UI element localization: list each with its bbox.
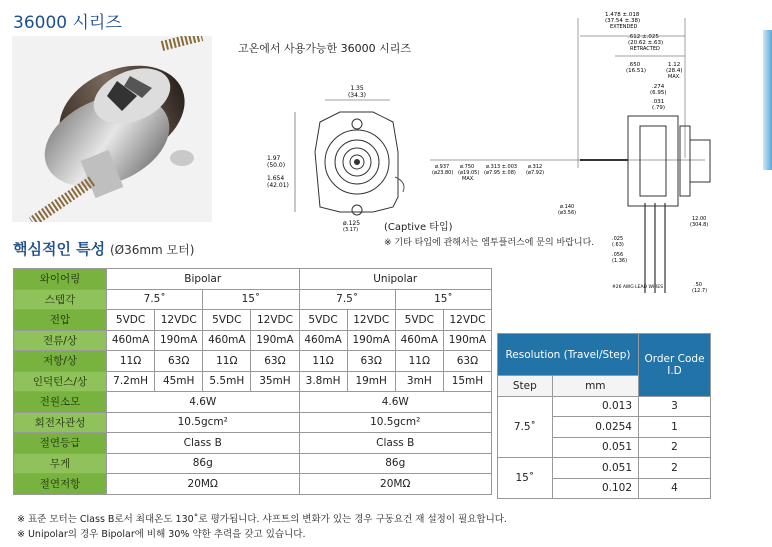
svg-text:MAX.: MAX. <box>462 176 475 182</box>
svg-text:(50.0): (50.0) <box>267 162 286 169</box>
svg-text:.025: .025 <box>612 236 624 242</box>
svg-text:(12.7): (12.7) <box>692 288 708 294</box>
svg-text:ø.313 ±.003: ø.313 ±.003 <box>486 164 518 170</box>
table-row: 와이어링 Bipolar Unipolar <box>14 269 492 290</box>
svg-text:12.00: 12.00 <box>692 216 707 222</box>
footnote: ※ Unipolar의 경우 Bipolar에 비해 30% 약한 추력을 갖고 있습니다. <box>17 529 306 540</box>
captive-label: (Captive 타입) <box>384 222 453 233</box>
table-row: 무게 86g 86g <box>14 453 492 474</box>
table-row: 15˚ 0.051 2 <box>498 458 711 479</box>
motor-photo <box>12 36 212 222</box>
svg-text:(20.62 ±.63): (20.62 ±.63) <box>628 40 664 46</box>
svg-text:.274: .274 <box>652 84 665 90</box>
svg-text:(3.17): (3.17) <box>343 227 359 232</box>
svg-text:MAX.: MAX. <box>668 74 681 80</box>
svg-text:#26 AWG LEAD WIRES: #26 AWG LEAD WIRES <box>612 285 664 290</box>
front-view-drawing <box>265 82 415 232</box>
table-row: 0.0254 1 <box>498 417 711 438</box>
svg-text:.50: .50 <box>694 282 702 288</box>
table-row: 7.5˚ 0.013 3 <box>498 396 711 417</box>
svg-text:(16.51): (16.51) <box>626 68 647 74</box>
svg-text:(1.36): (1.36) <box>612 258 628 264</box>
table-row: 0.102 4 <box>498 478 711 499</box>
svg-text:(ø19.05): (ø19.05) <box>458 170 480 176</box>
decorative-side-bar <box>763 30 772 170</box>
svg-text:.612 ±.025: .612 ±.025 <box>628 34 659 40</box>
svg-text:(.63): (.63) <box>612 242 624 248</box>
svg-text:ø.125: ø.125 <box>343 220 361 227</box>
svg-text:.056: .056 <box>612 252 624 258</box>
table-row: 스텝각 7.5˚ 15˚ 7.5˚ 15˚ <box>14 289 492 310</box>
svg-text:.650: .650 <box>628 62 641 68</box>
svg-text:(42.01): (42.01) <box>267 182 289 189</box>
svg-text:(304.8): (304.8) <box>690 222 709 228</box>
svg-text:.031: .031 <box>652 99 665 105</box>
spec-table <box>13 268 492 495</box>
svg-text:1.654: 1.654 <box>267 175 285 182</box>
svg-text:(34.3): (34.3) <box>347 92 367 99</box>
table-row: 0.051 2 <box>498 437 711 458</box>
side-view-drawing <box>430 8 730 298</box>
svg-text:EXTENDED: EXTENDED <box>610 24 638 30</box>
svg-text:1.478 ±.018: 1.478 ±.018 <box>605 12 640 18</box>
table-row: Resolution (Travel/Step) Order Code I.D <box>498 334 711 376</box>
table-row: 인덕턴스/상 7.2mH 45mH 5.5mH 35mH 3.8mH 19mH 3mH 15mH <box>14 371 492 392</box>
table-row: Step mm <box>498 376 711 397</box>
svg-text:(ø23.80): (ø23.80) <box>432 170 454 176</box>
table-row: 전압 5VDC 12VDC 5VDC 12VDC 5VDC 12VDC 5VDC 12VDC <box>14 310 492 331</box>
table-row: 회전자관성 10.5gcm² 10.5gcm² <box>14 412 492 433</box>
svg-text:ø.937: ø.937 <box>435 164 450 170</box>
page-title: 36000 시리즈 <box>13 13 122 33</box>
svg-text:(6.95): (6.95) <box>650 90 667 96</box>
svg-text:(ø7.95 ±.08): (ø7.95 ±.08) <box>484 170 516 176</box>
table-row: 전류/상 460mA 190mA 460mA 190mA 460mA 190mA 460mA 190mA <box>14 330 492 351</box>
svg-text:(37.54 ±.38): (37.54 ±.38) <box>605 18 641 24</box>
table-row: 절연등급 Class B Class B <box>14 433 492 454</box>
svg-text:(ø7.92): (ø7.92) <box>526 170 545 176</box>
table-row: 절연저항 20MΩ 20MΩ <box>14 474 492 495</box>
svg-text:RETRACTED: RETRACTED <box>630 46 660 52</box>
intro-text: 고온에서 사용가능한 36000 시리즈 <box>238 42 411 55</box>
svg-text:ø.140: ø.140 <box>560 204 575 210</box>
footnotes <box>17 512 507 542</box>
svg-text:ø.750: ø.750 <box>460 164 475 170</box>
resolution-table <box>497 333 711 499</box>
captive-note: ※ 기타 타입에 관해서는 엠투플러스에 문의 바랍니다. <box>384 238 595 248</box>
svg-text:1.35: 1.35 <box>350 85 364 92</box>
svg-text:(28.4): (28.4) <box>666 68 683 74</box>
svg-text:1.12: 1.12 <box>668 62 681 68</box>
footnote: ※ 표준 모터는 Class B로서 최대온도 130˚로 평가됩니다. 샤프트의 변화가 있는 경우 구동요건 재 설정이 필요합니다. <box>17 514 507 525</box>
svg-text:ø.312: ø.312 <box>528 164 543 170</box>
svg-text:(ø3.56): (ø3.56) <box>558 210 577 216</box>
section-title: 핵심적인 특성 (Ø36mm 모터) <box>13 240 195 258</box>
svg-text:(.79): (.79) <box>652 105 666 111</box>
table-row: 전원소모 4.6W 4.6W <box>14 392 492 413</box>
table-row: 저항/상 11Ω 63Ω 11Ω 63Ω 11Ω 63Ω 11Ω 63Ω <box>14 351 492 372</box>
svg-text:1.97: 1.97 <box>267 155 281 162</box>
